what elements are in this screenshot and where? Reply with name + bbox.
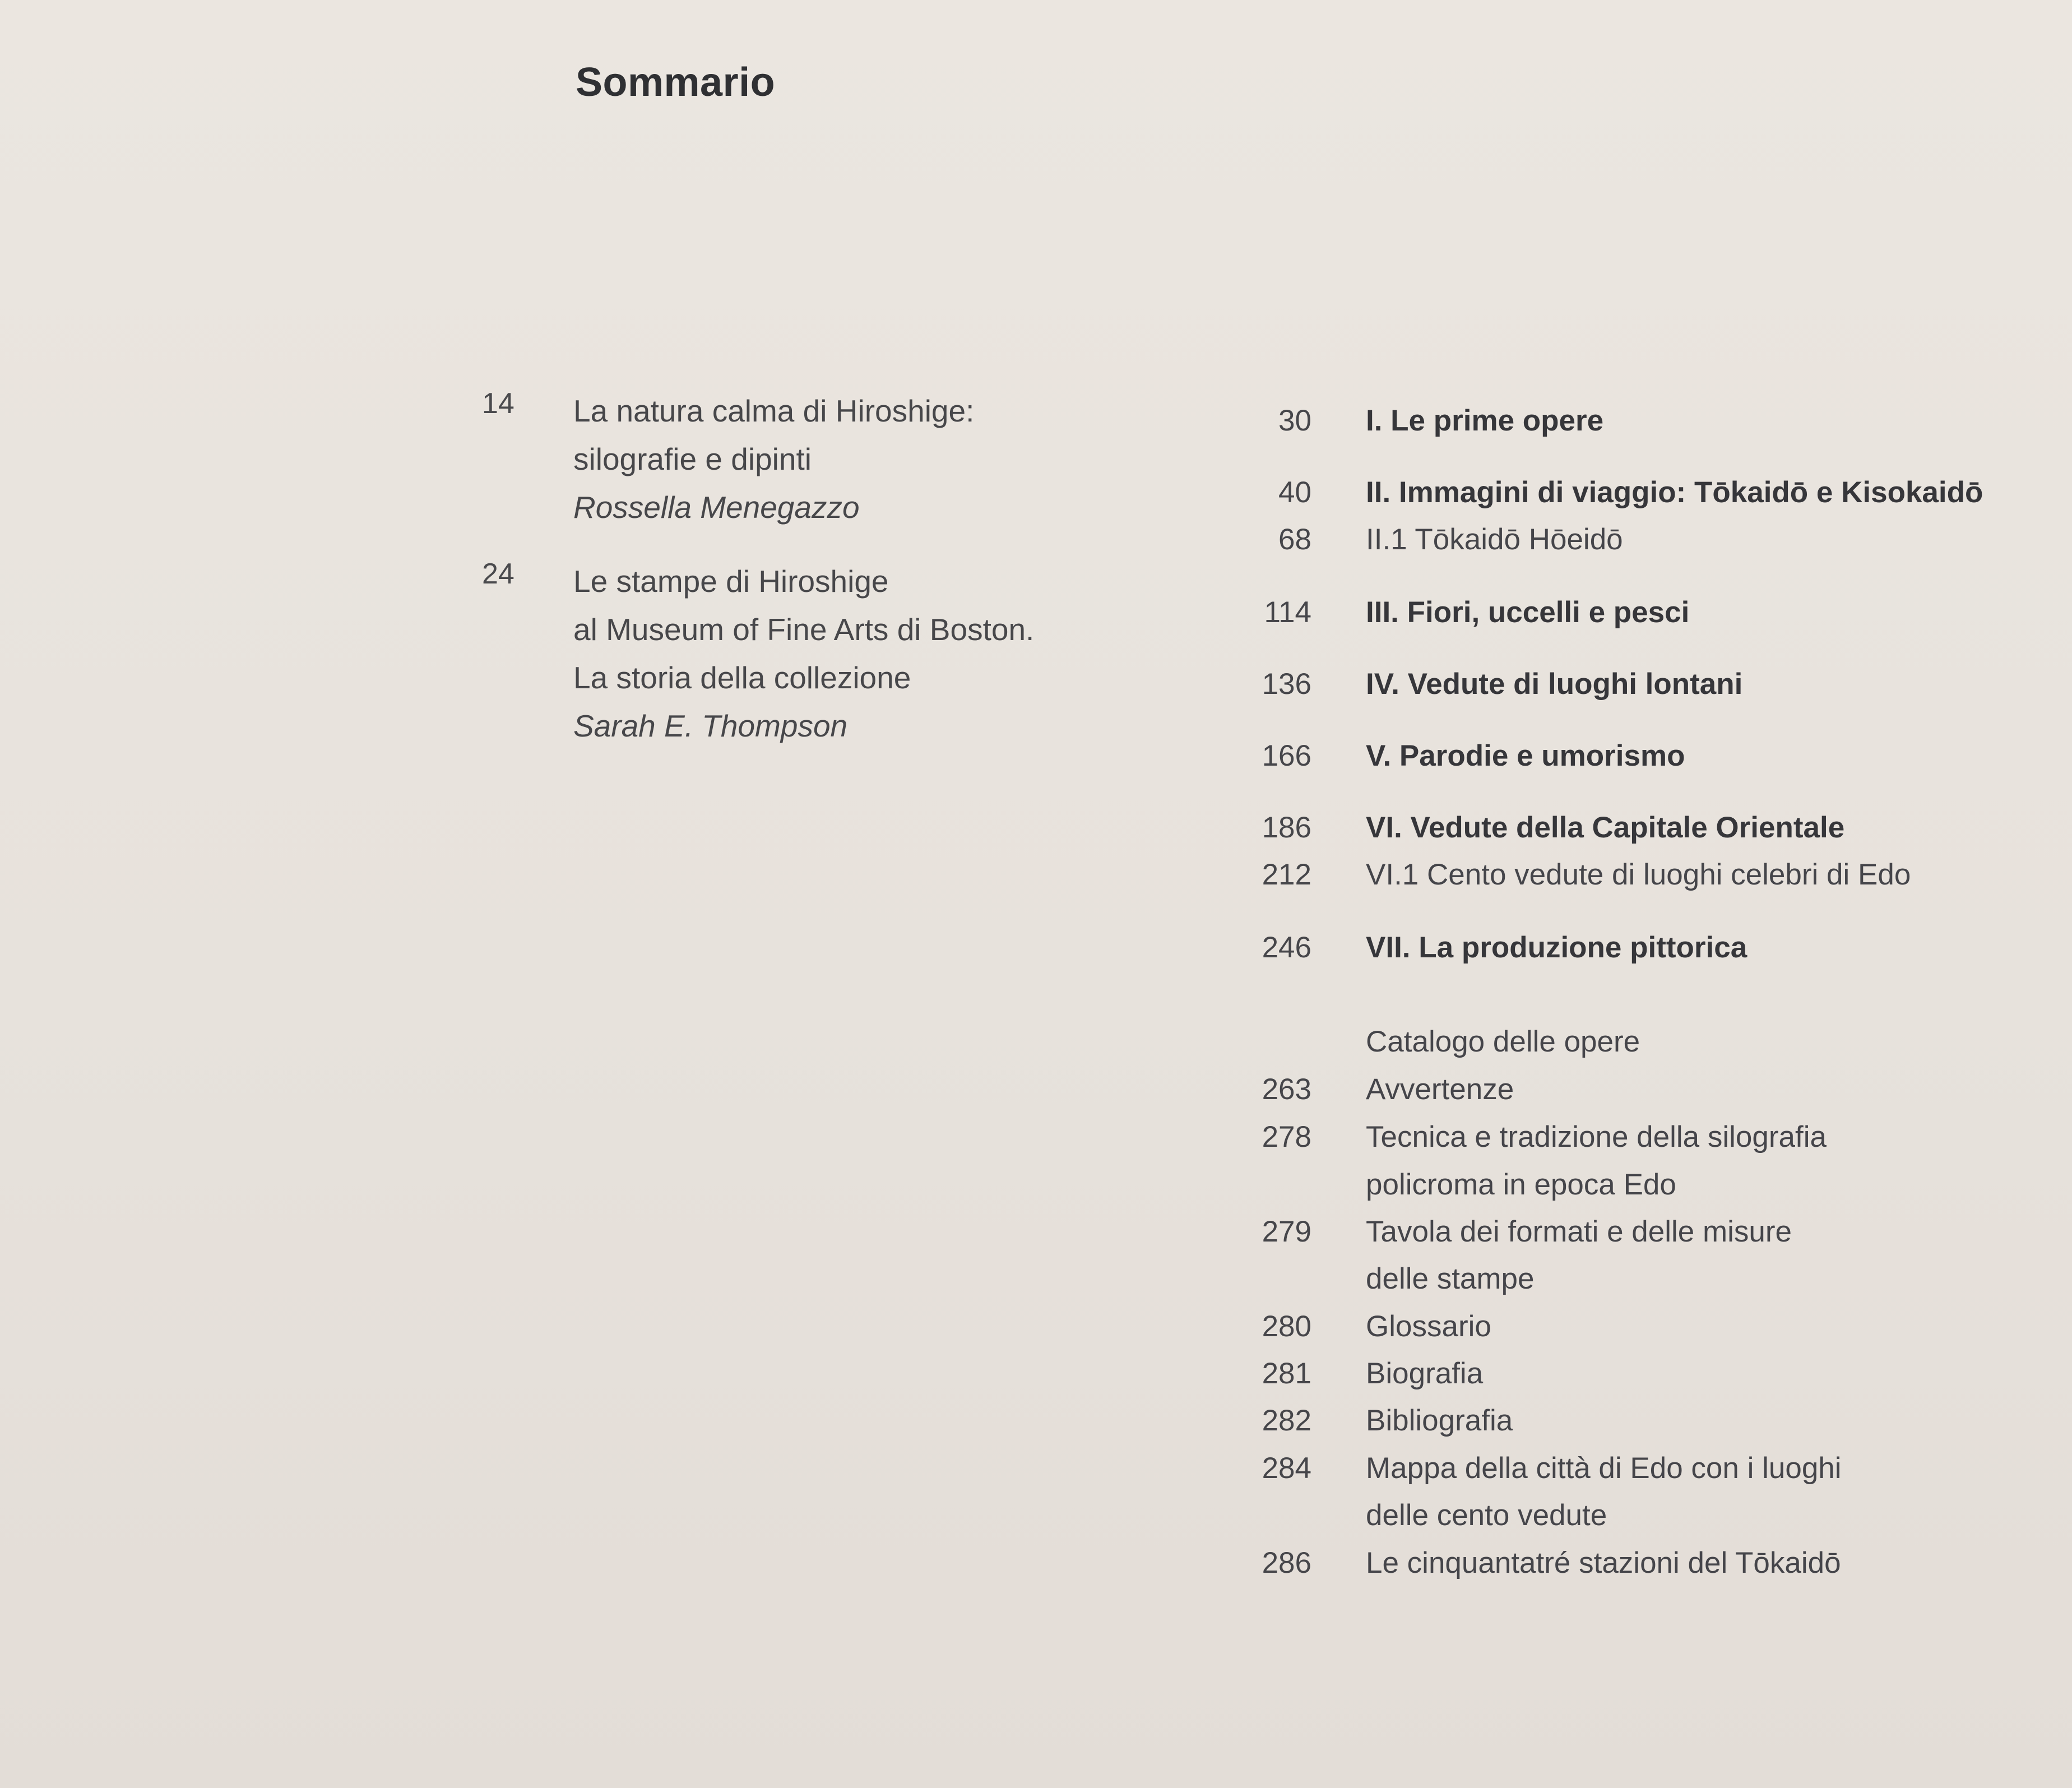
appendix-title: Le cinquantatré stazioni del Tōkaidō <box>1366 1546 1841 1579</box>
appendix-entry[interactable] <box>1233 1546 2062 1596</box>
subchapter-entry[interactable] <box>1233 522 2062 573</box>
appendix-page-number: 281 <box>1262 1357 1311 1390</box>
chapter-title: I. Le prime opere <box>1366 404 1604 437</box>
essays-column <box>482 387 1211 750</box>
appendix-entry[interactable] <box>1233 1451 2062 1502</box>
appendix-entry[interactable] <box>1233 1309 2062 1360</box>
appendix-page-number: 263 <box>1262 1073 1311 1106</box>
essay-author: Rossella Menegazzo <box>573 490 860 525</box>
appendix-page-number: 282 <box>1262 1404 1311 1437</box>
chapter-entry[interactable] <box>1233 810 2062 861</box>
page-title: Sommario <box>576 60 776 105</box>
appendix-page-number: 278 <box>1262 1120 1311 1154</box>
essay-page-number: 14 <box>482 387 514 420</box>
chapter-page-number: 186 <box>1262 811 1311 844</box>
appendix-title: Avvertenze <box>1366 1073 1514 1106</box>
chapter-title: III. Fiori, uccelli e pesci <box>1366 596 1690 629</box>
appendix-page-number: 286 <box>1262 1546 1311 1579</box>
essay-title-line: al Museum of Fine Arts di Boston. <box>573 612 1035 647</box>
appendix-page-number: 279 <box>1262 1215 1311 1248</box>
chapter-title: V. Parodie e umorismo <box>1366 739 1685 772</box>
appendix-title: Bibliografia <box>1366 1404 1513 1437</box>
appendix-entry-continuation <box>1233 1262 2062 1312</box>
appendix-title: Mappa della città di Edo con i luoghi <box>1366 1452 1842 1485</box>
chapter-entry[interactable] <box>1233 930 2062 981</box>
chapter-page-number: 114 <box>1264 596 1311 629</box>
essay-title-line: La storia della collezione <box>573 660 911 695</box>
chapter-entry[interactable] <box>1233 667 2062 717</box>
appendix-title-line: policroma in epoca Edo <box>1366 1168 1676 1201</box>
chapter-page-number: 136 <box>1262 668 1311 701</box>
appendix-title: Glossario <box>1366 1310 1491 1343</box>
chapter-page-number: 40 <box>1278 476 1311 509</box>
subchapter-title: VI.1 Cento vedute di luoghi celebri di Edo <box>1366 858 1911 891</box>
chapter-page-number: 246 <box>1262 931 1311 964</box>
essay-title-line: silografie e dipinti <box>573 442 812 476</box>
appendix-page-number: 280 <box>1262 1310 1311 1343</box>
appendix-page-number: 284 <box>1262 1452 1311 1485</box>
essay-entry[interactable] <box>482 387 1211 531</box>
chapter-title: II. Immagini di viaggio: Tōkaidō e Kisokaidō <box>1366 476 1983 509</box>
subchapter-entry[interactable] <box>1233 858 2062 908</box>
appendix-title-line: delle cento vedute <box>1366 1499 1607 1532</box>
appendix-entry[interactable] <box>1233 1356 2062 1407</box>
appendix-title: Tavola dei formati e delle misure <box>1366 1215 1792 1248</box>
appendix-title-line: delle stampe <box>1366 1262 1535 1295</box>
appendix-entry[interactable] <box>1233 1215 2062 1265</box>
appendix-entry[interactable] <box>1233 1072 2062 1123</box>
chapter-entry[interactable] <box>1233 404 2062 454</box>
subchapter-title: II.1 Tōkaidō Hōeidō <box>1366 523 1623 556</box>
chapter-entry[interactable] <box>1233 739 2062 789</box>
chapter-entry[interactable] <box>1233 475 2062 526</box>
chapter-page-number: 68 <box>1278 523 1311 556</box>
chapter-page-number: 212 <box>1262 858 1311 891</box>
appendix-title: Tecnica e tradizione della silografia <box>1366 1120 1827 1154</box>
chapter-title: VII. La produzione pittorica <box>1366 931 1747 964</box>
appendix-entry[interactable] <box>1233 1120 2062 1170</box>
essay-page-number: 24 <box>482 558 514 590</box>
appendix-entry-continuation <box>1233 1168 2062 1218</box>
appendix-title: Biografia <box>1366 1357 1484 1390</box>
appendix-entry[interactable] <box>1233 1403 2062 1454</box>
chapter-entry[interactable] <box>1233 595 2062 646</box>
essay-title-line: La natura calma di Hiroshige: <box>573 393 975 428</box>
essay-author: Sarah E. Thompson <box>573 708 848 743</box>
chapter-page-number: 30 <box>1278 404 1311 437</box>
chapter-title: IV. Vedute di luoghi lontani <box>1366 668 1743 701</box>
chapter-page-number: 166 <box>1262 739 1311 772</box>
catalog-heading: Catalogo delle opere <box>1366 1025 1640 1058</box>
essay-title-line: Le stampe di Hiroshige <box>573 564 889 599</box>
appendix-entry-continuation <box>1233 1498 2062 1549</box>
essay-entry[interactable] <box>482 557 1211 750</box>
chapter-title: VI. Vedute della Capitale Orientale <box>1366 811 1845 844</box>
